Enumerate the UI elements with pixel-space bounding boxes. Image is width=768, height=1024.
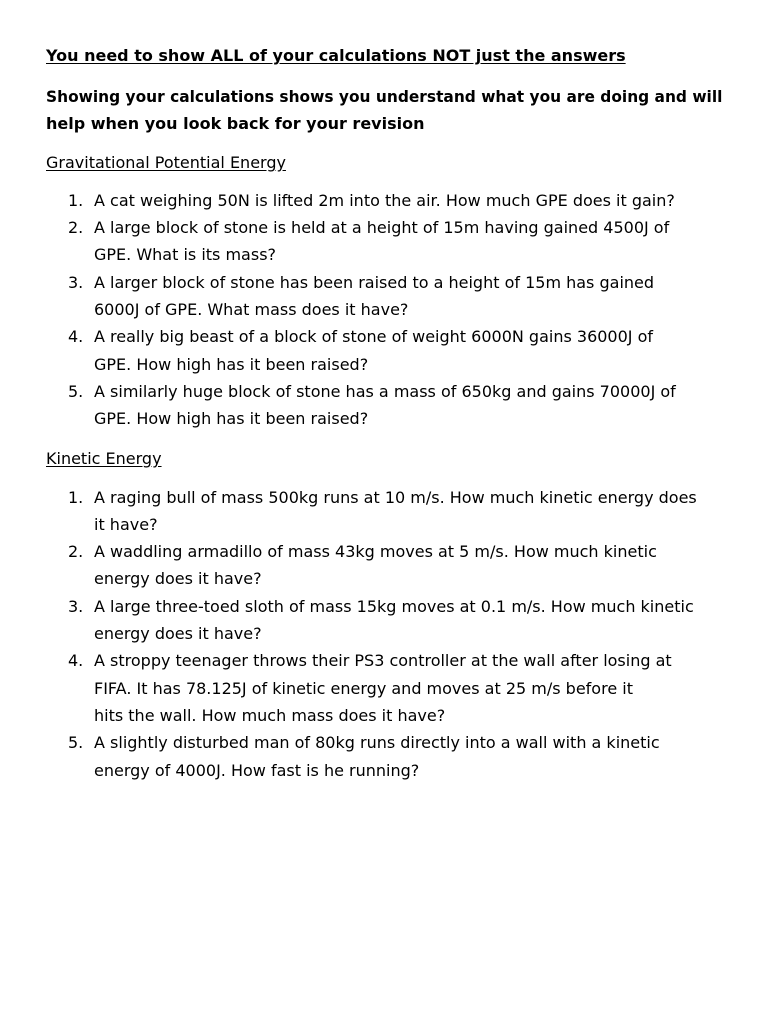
ke-question-1-line-1: A raging bull of mass 500kg runs at 10 m/s. How much kinetic energy does <box>94 488 697 507</box>
ke-question-1-line-2: it have? <box>94 515 158 534</box>
gpe-question-5-number: 5. <box>68 382 84 401</box>
ke-question-2-number: 2. <box>68 542 84 561</box>
ke-question-5-line-2: energy of 4000J. How fast is he running? <box>94 761 420 780</box>
gpe-question-4-number: 4. <box>68 327 84 346</box>
ke-question-5-line-1: A slightly disturbed man of 80kg runs directly into a wall with a kinetic <box>94 733 660 752</box>
gpe-question-2-line-1: A large block of stone is held at a height of 15m having gained 4500J of <box>94 218 670 237</box>
ke-question-5-number: 5. <box>68 733 84 752</box>
ke-question-4-line-3: hits the wall. How much mass does it have? <box>94 706 446 725</box>
gpe-section-heading: Gravitational Potential Energy <box>46 153 286 172</box>
ke-question-4-line-2: FIFA. It has 78.125J of kinetic energy and moves at 25 m/s before it <box>94 679 633 698</box>
ke-question-1-number: 1. <box>68 488 84 507</box>
ke-section-heading: Kinetic Energy <box>46 449 162 468</box>
gpe-question-5-line-2: GPE. How high has it been raised? <box>94 409 369 428</box>
ke-question-2-line-2: energy does it have? <box>94 569 262 588</box>
gpe-question-4-line-1: A really big beast of a block of stone of weight 6000N gains 36000J of <box>94 327 654 346</box>
gpe-question-4-line-2: GPE. How high has it been raised? <box>94 355 369 374</box>
instruction-note-line-1: Showing your calculations shows you understand what you are doing and will <box>46 87 723 106</box>
gpe-question-5-line-1: A similarly huge block of stone has a mass of 650kg and gains 70000J of <box>94 382 676 401</box>
gpe-question-1-line-1: A cat weighing 50N is lifted 2m into the air. How much GPE does it gain? <box>94 191 675 210</box>
gpe-question-3-line-2: 6000J of GPE. What mass does it have? <box>94 300 409 319</box>
gpe-question-2-number: 2. <box>68 218 84 237</box>
gpe-question-3-line-1: A larger block of stone has been raised to a height of 15m has gained <box>94 273 655 292</box>
ke-question-4-line-1: A stroppy teenager throws their PS3 controller at the wall after losing at <box>94 651 672 670</box>
ke-question-2-line-1: A waddling armadillo of mass 43kg moves at 5 m/s. How much kinetic <box>94 542 657 561</box>
ke-question-4-number: 4. <box>68 651 84 670</box>
gpe-question-3-number: 3. <box>68 273 84 292</box>
gpe-question-1-number: 1. <box>68 191 84 210</box>
ke-question-3-line-1: A large three-toed sloth of mass 15kg moves at 0.1 m/s. How much kinetic <box>94 597 694 616</box>
instruction-heading: You need to show ALL of your calculations NOT just the answers <box>46 46 626 65</box>
gpe-question-2-line-2: GPE. What is its mass? <box>94 245 277 264</box>
ke-question-3-line-2: energy does it have? <box>94 624 262 643</box>
ke-question-3-number: 3. <box>68 597 84 616</box>
instruction-note-line-2: help when you look back for your revision <box>46 114 425 133</box>
